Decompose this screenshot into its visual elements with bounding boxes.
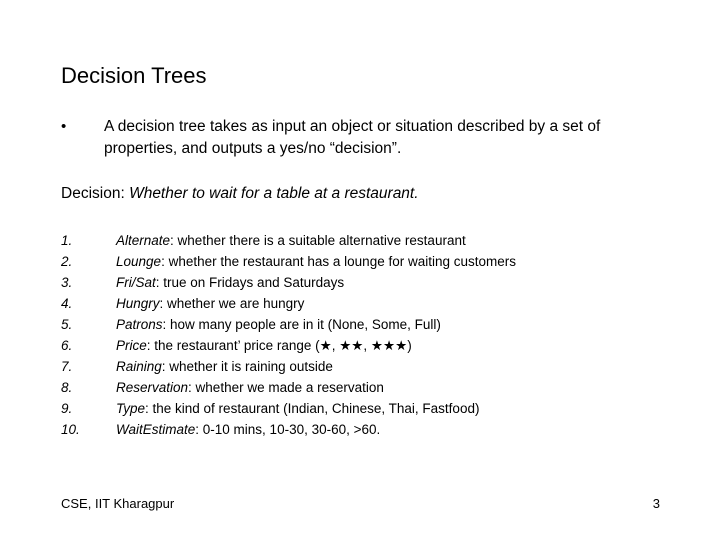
attribute-number: 8. <box>61 380 73 395</box>
attribute-item <box>61 251 681 272</box>
attribute-description: : 0-10 mins, 10-30, 30-60, >60. <box>195 422 381 437</box>
slide-title: Decision Trees <box>61 63 207 88</box>
attribute-number: 5. <box>61 317 73 332</box>
page-number: 3 <box>652 496 660 511</box>
attribute-description: : whether we are hungry <box>159 296 305 311</box>
attribute-item <box>61 293 681 314</box>
attribute-term: Reservation <box>116 380 189 395</box>
attribute-term: Lounge <box>116 254 162 269</box>
attribute-item <box>61 272 681 293</box>
attribute-description: : the restaurant’ price range (★, ★★, ★★★) <box>146 338 412 353</box>
decision-question: Whether to wait for a table at a restaurant. <box>129 185 419 202</box>
attribute-item <box>61 419 681 440</box>
attribute-number: 7. <box>61 359 73 374</box>
attribute-term: Fri/Sat <box>116 275 156 290</box>
attribute-number: 2. <box>61 254 73 269</box>
bullet-icon: • <box>61 118 67 135</box>
attribute-term: Hungry <box>116 296 160 311</box>
attribute-description: : whether the restaurant has a lounge for waiting customers <box>161 254 517 269</box>
attribute-number: 4. <box>61 296 73 311</box>
attribute-description: : the kind of restaurant (Indian, Chinese, Thai, Fastfood) <box>145 401 480 416</box>
attribute-item <box>61 398 681 419</box>
attribute-term: Raining <box>116 359 162 374</box>
footer-source: CSE, IIT Kharagpur <box>61 496 175 511</box>
attribute-list <box>61 230 681 440</box>
attribute-term: Price <box>116 338 147 353</box>
attribute-description: : whether there is a suitable alternative restaurant <box>170 233 466 248</box>
attribute-term: WaitEstimate <box>116 422 196 437</box>
attribute-item <box>61 377 681 398</box>
attribute-description: : whether it is raining outside <box>161 359 333 374</box>
bullet-text: A decision tree takes as input an object or situation described by a set of properties, and outputs a yes/no “decision”. <box>104 118 601 157</box>
decision-statement <box>61 183 419 205</box>
attribute-term: Type <box>116 401 146 416</box>
attribute-description: : whether we made a reservation <box>188 380 384 395</box>
attribute-number: 1. <box>61 233 73 248</box>
attribute-description: : how many people are in it (None, Some, Full) <box>162 317 441 332</box>
attribute-item <box>61 356 681 377</box>
attribute-number: 9. <box>61 401 73 416</box>
attribute-term: Patrons <box>116 317 163 332</box>
attribute-number: 3. <box>61 275 73 290</box>
attribute-term: Alternate <box>116 233 171 248</box>
attribute-item <box>61 335 681 356</box>
attribute-description: : true on Fridays and Saturdays <box>155 275 345 290</box>
attribute-item <box>61 314 681 335</box>
attribute-number: 10. <box>61 422 80 437</box>
attribute-item <box>61 230 681 251</box>
attribute-number: 6. <box>61 338 73 353</box>
decision-label: Decision: <box>61 185 130 202</box>
